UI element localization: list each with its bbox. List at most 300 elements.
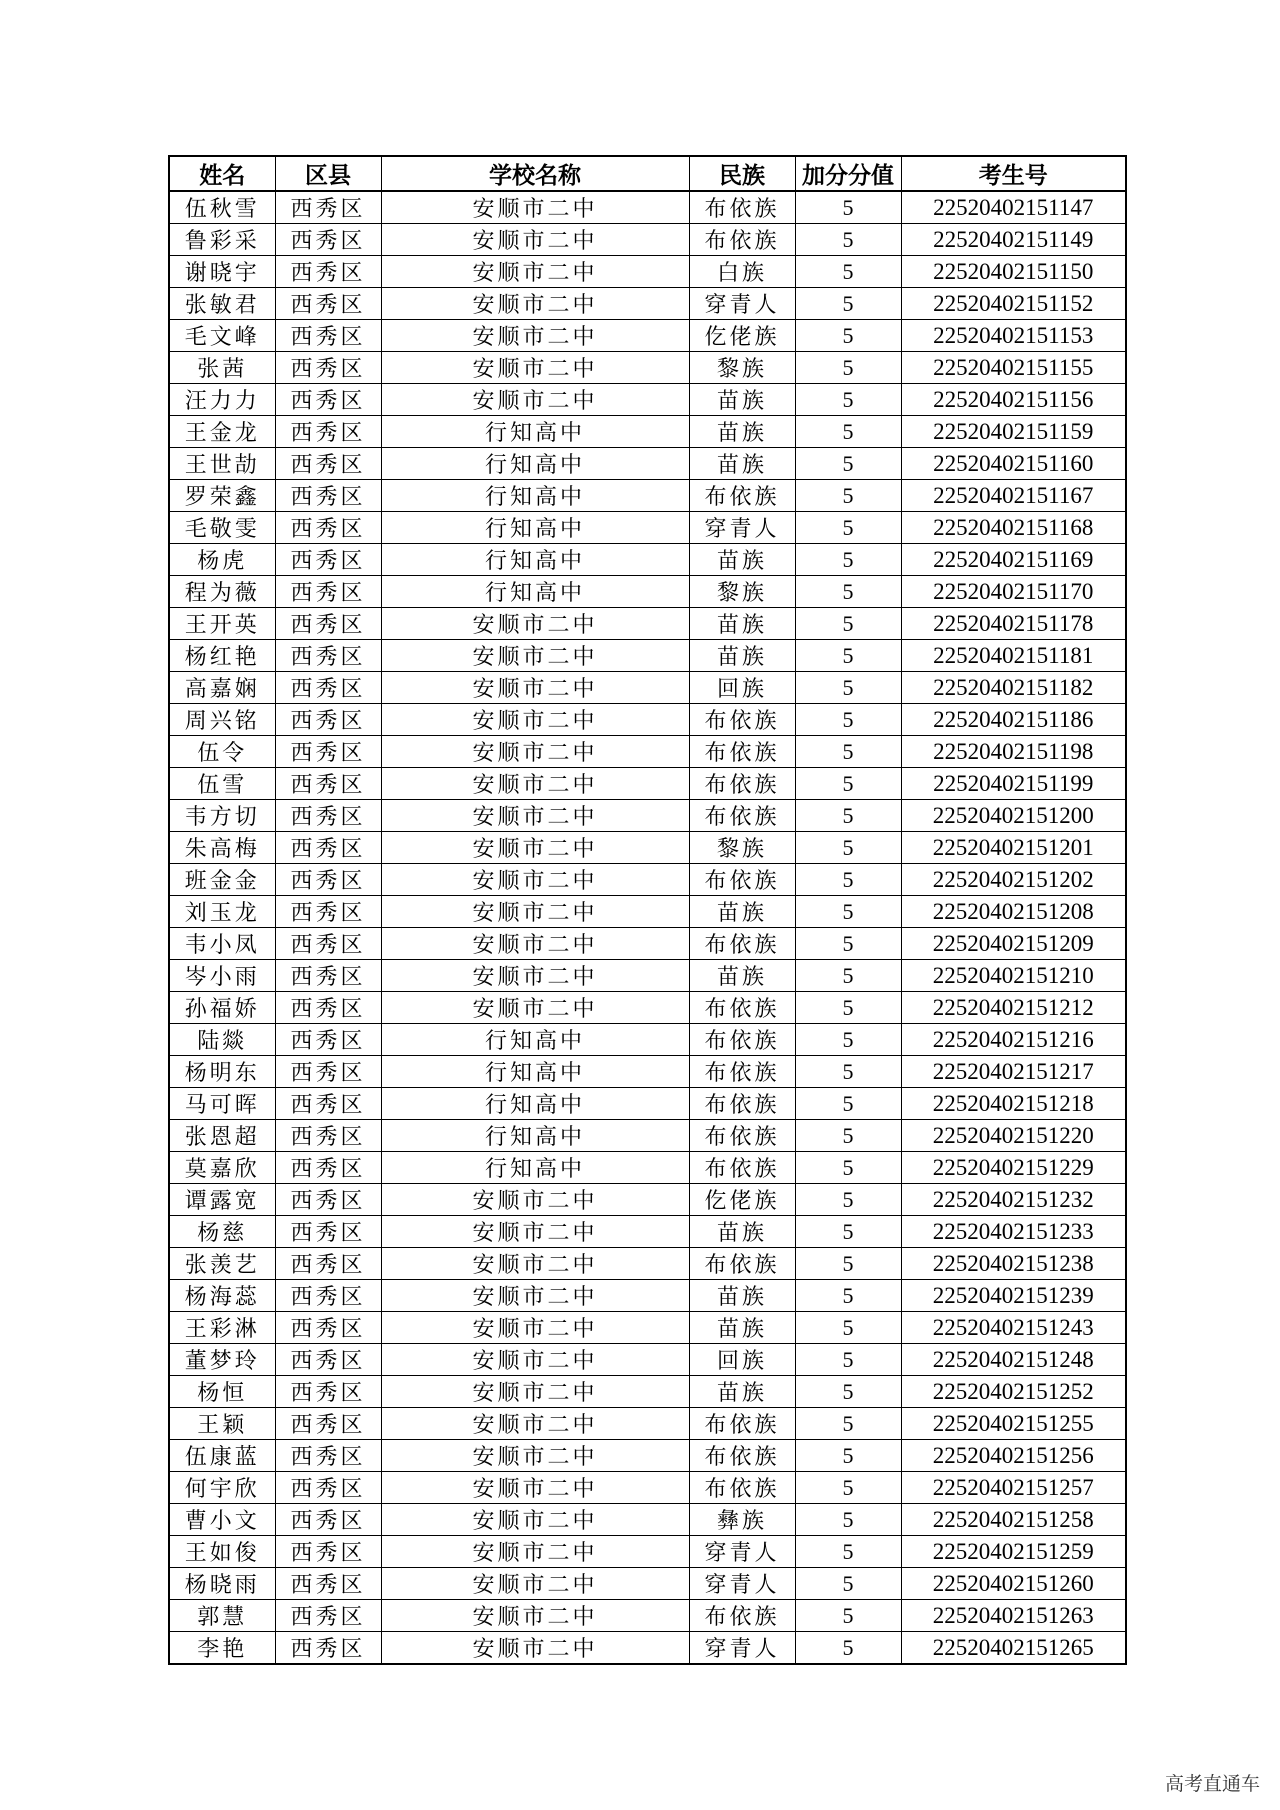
cell-bonus: 5 <box>795 800 901 832</box>
cell-school: 安顺市二中 <box>381 1376 689 1408</box>
cell-bonus: 5 <box>795 191 901 224</box>
cell-school: 安顺市二中 <box>381 288 689 320</box>
cell-exam-id: 22520402151178 <box>901 608 1126 640</box>
cell-county: 西秀区 <box>275 448 381 480</box>
cell-school: 行知高中 <box>381 1152 689 1184</box>
cell-ethnicity: 布依族 <box>689 1152 795 1184</box>
cell-name: 杨晓雨 <box>169 1568 275 1600</box>
cell-county: 西秀区 <box>275 608 381 640</box>
cell-bonus: 5 <box>795 416 901 448</box>
table-row <box>169 864 1126 896</box>
cell-name: 杨虎 <box>169 544 275 576</box>
cell-school: 安顺市二中 <box>381 1344 689 1376</box>
cell-bonus: 5 <box>795 544 901 576</box>
cell-name: 程为薇 <box>169 576 275 608</box>
table-row <box>169 1408 1126 1440</box>
cell-school: 安顺市二中 <box>381 928 689 960</box>
table-row <box>169 320 1126 352</box>
cell-ethnicity: 苗族 <box>689 384 795 416</box>
cell-school: 安顺市二中 <box>381 1280 689 1312</box>
cell-school: 安顺市二中 <box>381 992 689 1024</box>
cell-name: 谭露宽 <box>169 1184 275 1216</box>
cell-exam-id: 22520402151220 <box>901 1120 1126 1152</box>
cell-county: 西秀区 <box>275 1504 381 1536</box>
cell-school: 安顺市二中 <box>381 256 689 288</box>
cell-exam-id: 22520402151232 <box>901 1184 1126 1216</box>
cell-bonus: 5 <box>795 1120 901 1152</box>
cell-name: 朱高梅 <box>169 832 275 864</box>
cell-ethnicity: 布依族 <box>689 1440 795 1472</box>
cell-school: 行知高中 <box>381 416 689 448</box>
cell-county: 西秀区 <box>275 384 381 416</box>
cell-exam-id: 22520402151260 <box>901 1568 1126 1600</box>
table-row <box>169 1344 1126 1376</box>
cell-exam-id: 22520402151229 <box>901 1152 1126 1184</box>
cell-exam-id: 22520402151155 <box>901 352 1126 384</box>
cell-name: 王如俊 <box>169 1536 275 1568</box>
cell-bonus: 5 <box>795 704 901 736</box>
cell-ethnicity: 布依族 <box>689 864 795 896</box>
cell-name: 王世劼 <box>169 448 275 480</box>
cell-school: 行知高中 <box>381 1120 689 1152</box>
cell-exam-id: 22520402151152 <box>901 288 1126 320</box>
cell-name: 汪力力 <box>169 384 275 416</box>
cell-school: 行知高中 <box>381 576 689 608</box>
table-row <box>169 640 1126 672</box>
table-row <box>169 256 1126 288</box>
cell-name: 董梦玲 <box>169 1344 275 1376</box>
cell-name: 毛文峰 <box>169 320 275 352</box>
cell-school: 安顺市二中 <box>381 1600 689 1632</box>
table-row <box>169 1024 1126 1056</box>
cell-name: 张羡艺 <box>169 1248 275 1280</box>
table-row <box>169 896 1126 928</box>
cell-exam-id: 22520402151263 <box>901 1600 1126 1632</box>
cell-school: 安顺市二中 <box>381 1184 689 1216</box>
cell-ethnicity: 布依族 <box>689 1600 795 1632</box>
cell-bonus: 5 <box>795 1568 901 1600</box>
cell-exam-id: 22520402151218 <box>901 1088 1126 1120</box>
cell-name: 伍令 <box>169 736 275 768</box>
table-row <box>169 1056 1126 1088</box>
cell-county: 西秀区 <box>275 864 381 896</box>
cell-exam-id: 22520402151147 <box>901 191 1126 224</box>
cell-exam-id: 22520402151239 <box>901 1280 1126 1312</box>
cell-bonus: 5 <box>795 256 901 288</box>
cell-county: 西秀区 <box>275 1472 381 1504</box>
cell-name: 周兴铭 <box>169 704 275 736</box>
table-row <box>169 960 1126 992</box>
cell-county: 西秀区 <box>275 1056 381 1088</box>
cell-county: 西秀区 <box>275 992 381 1024</box>
cell-school: 安顺市二中 <box>381 1536 689 1568</box>
cell-bonus: 5 <box>795 832 901 864</box>
cell-county: 西秀区 <box>275 576 381 608</box>
cell-bonus: 5 <box>795 1504 901 1536</box>
cell-bonus: 5 <box>795 736 901 768</box>
cell-exam-id: 22520402151150 <box>901 256 1126 288</box>
cell-name: 伍雪 <box>169 768 275 800</box>
cell-county: 西秀区 <box>275 480 381 512</box>
cell-name: 鲁彩采 <box>169 224 275 256</box>
cell-school: 安顺市二中 <box>381 1440 689 1472</box>
cell-county: 西秀区 <box>275 288 381 320</box>
cell-county: 西秀区 <box>275 928 381 960</box>
cell-county: 西秀区 <box>275 1088 381 1120</box>
cell-bonus: 5 <box>795 1632 901 1665</box>
cell-county: 西秀区 <box>275 736 381 768</box>
table-row <box>169 288 1126 320</box>
cell-ethnicity: 布依族 <box>689 704 795 736</box>
cell-school: 安顺市二中 <box>381 1312 689 1344</box>
cell-ethnicity: 布依族 <box>689 1120 795 1152</box>
table-row <box>169 1088 1126 1120</box>
cell-school: 行知高中 <box>381 1088 689 1120</box>
cell-school: 行知高中 <box>381 1056 689 1088</box>
cell-ethnicity: 布依族 <box>689 191 795 224</box>
cell-ethnicity: 彝族 <box>689 1504 795 1536</box>
table-row <box>169 992 1126 1024</box>
cell-ethnicity: 仡佬族 <box>689 320 795 352</box>
cell-ethnicity: 苗族 <box>689 960 795 992</box>
table-row <box>169 480 1126 512</box>
cell-name: 高嘉娴 <box>169 672 275 704</box>
cell-name: 韦小凤 <box>169 928 275 960</box>
cell-school: 安顺市二中 <box>381 1568 689 1600</box>
cell-county: 西秀区 <box>275 1408 381 1440</box>
header-school: 学校名称 <box>381 156 689 191</box>
cell-county: 西秀区 <box>275 672 381 704</box>
cell-school: 安顺市二中 <box>381 1248 689 1280</box>
table-row <box>169 1216 1126 1248</box>
cell-school: 安顺市二中 <box>381 896 689 928</box>
cell-county: 西秀区 <box>275 1120 381 1152</box>
cell-bonus: 5 <box>795 896 901 928</box>
cell-ethnicity: 苗族 <box>689 896 795 928</box>
cell-bonus: 5 <box>795 1248 901 1280</box>
cell-ethnicity: 布依族 <box>689 736 795 768</box>
table-row <box>169 1504 1126 1536</box>
cell-bonus: 5 <box>795 1312 901 1344</box>
cell-school: 安顺市二中 <box>381 1504 689 1536</box>
cell-exam-id: 22520402151198 <box>901 736 1126 768</box>
cell-name: 李艳 <box>169 1632 275 1665</box>
table-row <box>169 1376 1126 1408</box>
cell-county: 西秀区 <box>275 704 381 736</box>
cell-ethnicity: 穿青人 <box>689 1536 795 1568</box>
watermark-text: 高考直通车 <box>1164 1773 1260 1795</box>
header-exam-id: 考生号 <box>901 156 1126 191</box>
cell-name: 何宇欣 <box>169 1472 275 1504</box>
cell-name: 张敏君 <box>169 288 275 320</box>
cell-exam-id: 22520402151181 <box>901 640 1126 672</box>
table-row <box>169 832 1126 864</box>
cell-school: 安顺市二中 <box>381 736 689 768</box>
table-row <box>169 576 1126 608</box>
cell-ethnicity: 穿青人 <box>689 512 795 544</box>
cell-ethnicity: 苗族 <box>689 1216 795 1248</box>
table-row <box>169 736 1126 768</box>
cell-county: 西秀区 <box>275 512 381 544</box>
table-row <box>169 1472 1126 1504</box>
table-row <box>169 1280 1126 1312</box>
cell-school: 行知高中 <box>381 480 689 512</box>
cell-bonus: 5 <box>795 448 901 480</box>
table-row <box>169 191 1126 224</box>
table-row <box>169 512 1126 544</box>
cell-school: 安顺市二中 <box>381 352 689 384</box>
table-row <box>169 928 1126 960</box>
cell-school: 安顺市二中 <box>381 800 689 832</box>
cell-school: 安顺市二中 <box>381 1472 689 1504</box>
cell-ethnicity: 黎族 <box>689 832 795 864</box>
cell-bonus: 5 <box>795 864 901 896</box>
cell-exam-id: 22520402151233 <box>901 1216 1126 1248</box>
cell-school: 安顺市二中 <box>381 1632 689 1665</box>
cell-bonus: 5 <box>795 960 901 992</box>
cell-name: 伍秋雪 <box>169 191 275 224</box>
cell-bonus: 5 <box>795 992 901 1024</box>
table-body <box>169 191 1126 1664</box>
table-row <box>169 1568 1126 1600</box>
cell-exam-id: 22520402151259 <box>901 1536 1126 1568</box>
cell-name: 孙福娇 <box>169 992 275 1024</box>
cell-exam-id: 22520402151209 <box>901 928 1126 960</box>
table-row <box>169 1600 1126 1632</box>
cell-name: 王开英 <box>169 608 275 640</box>
cell-county: 西秀区 <box>275 224 381 256</box>
cell-ethnicity: 布依族 <box>689 928 795 960</box>
cell-bonus: 5 <box>795 320 901 352</box>
cell-bonus: 5 <box>795 512 901 544</box>
cell-bonus: 5 <box>795 672 901 704</box>
table-row <box>169 1184 1126 1216</box>
table-row <box>169 1152 1126 1184</box>
table-row <box>169 384 1126 416</box>
table-row <box>169 800 1126 832</box>
cell-exam-id: 22520402151186 <box>901 704 1126 736</box>
cell-bonus: 5 <box>795 1408 901 1440</box>
cell-ethnicity: 回族 <box>689 672 795 704</box>
cell-county: 西秀区 <box>275 1024 381 1056</box>
cell-county: 西秀区 <box>275 1248 381 1280</box>
cell-county: 西秀区 <box>275 1440 381 1472</box>
cell-ethnicity: 布依族 <box>689 480 795 512</box>
cell-exam-id: 22520402151238 <box>901 1248 1126 1280</box>
cell-school: 安顺市二中 <box>381 640 689 672</box>
cell-ethnicity: 布依族 <box>689 800 795 832</box>
cell-bonus: 5 <box>795 1088 901 1120</box>
cell-bonus: 5 <box>795 1184 901 1216</box>
cell-bonus: 5 <box>795 384 901 416</box>
cell-bonus: 5 <box>795 480 901 512</box>
table-row <box>169 1248 1126 1280</box>
cell-ethnicity: 仡佬族 <box>689 1184 795 1216</box>
cell-exam-id: 22520402151256 <box>901 1440 1126 1472</box>
table-header-row <box>169 156 1126 191</box>
cell-exam-id: 22520402151257 <box>901 1472 1126 1504</box>
cell-county: 西秀区 <box>275 1632 381 1665</box>
table-row <box>169 352 1126 384</box>
cell-county: 西秀区 <box>275 1600 381 1632</box>
cell-school: 安顺市二中 <box>381 384 689 416</box>
cell-exam-id: 22520402151168 <box>901 512 1126 544</box>
cell-ethnicity: 布依族 <box>689 1408 795 1440</box>
cell-bonus: 5 <box>795 1536 901 1568</box>
table-row <box>169 1632 1126 1665</box>
cell-county: 西秀区 <box>275 320 381 352</box>
cell-name: 杨明东 <box>169 1056 275 1088</box>
cell-county: 西秀区 <box>275 800 381 832</box>
cell-ethnicity: 布依族 <box>689 768 795 800</box>
cell-school: 安顺市二中 <box>381 320 689 352</box>
cell-school: 安顺市二中 <box>381 672 689 704</box>
cell-ethnicity: 穿青人 <box>689 1632 795 1665</box>
cell-school: 安顺市二中 <box>381 768 689 800</box>
cell-name: 马可晖 <box>169 1088 275 1120</box>
cell-county: 西秀区 <box>275 960 381 992</box>
table-row <box>169 768 1126 800</box>
cell-exam-id: 22520402151243 <box>901 1312 1126 1344</box>
cell-ethnicity: 穿青人 <box>689 288 795 320</box>
cell-county: 西秀区 <box>275 640 381 672</box>
cell-county: 西秀区 <box>275 352 381 384</box>
cell-name: 曹小文 <box>169 1504 275 1536</box>
cell-exam-id: 22520402151258 <box>901 1504 1126 1536</box>
cell-name: 杨慈 <box>169 1216 275 1248</box>
cell-exam-id: 22520402151153 <box>901 320 1126 352</box>
cell-exam-id: 22520402151255 <box>901 1408 1126 1440</box>
table-row <box>169 672 1126 704</box>
cell-bonus: 5 <box>795 1024 901 1056</box>
cell-bonus: 5 <box>795 1376 901 1408</box>
cell-bonus: 5 <box>795 576 901 608</box>
cell-name: 莫嘉欣 <box>169 1152 275 1184</box>
cell-exam-id: 22520402151182 <box>901 672 1126 704</box>
cell-county: 西秀区 <box>275 1312 381 1344</box>
cell-exam-id: 22520402151248 <box>901 1344 1126 1376</box>
cell-exam-id: 22520402151169 <box>901 544 1126 576</box>
cell-name: 杨恒 <box>169 1376 275 1408</box>
cell-county: 西秀区 <box>275 1376 381 1408</box>
cell-school: 安顺市二中 <box>381 1216 689 1248</box>
cell-school: 安顺市二中 <box>381 832 689 864</box>
cell-school: 安顺市二中 <box>381 191 689 224</box>
cell-school: 安顺市二中 <box>381 960 689 992</box>
cell-bonus: 5 <box>795 768 901 800</box>
cell-exam-id: 22520402151212 <box>901 992 1126 1024</box>
cell-school: 行知高中 <box>381 448 689 480</box>
cell-name: 郭慧 <box>169 1600 275 1632</box>
cell-name: 张茜 <box>169 352 275 384</box>
cell-name: 班金金 <box>169 864 275 896</box>
cell-ethnicity: 苗族 <box>689 1312 795 1344</box>
cell-exam-id: 22520402151210 <box>901 960 1126 992</box>
cell-school: 安顺市二中 <box>381 704 689 736</box>
cell-bonus: 5 <box>795 1440 901 1472</box>
table-row <box>169 1120 1126 1152</box>
table-row <box>169 1536 1126 1568</box>
cell-ethnicity: 苗族 <box>689 640 795 672</box>
cell-county: 西秀区 <box>275 1536 381 1568</box>
cell-ethnicity: 布依族 <box>689 992 795 1024</box>
table-row <box>169 224 1126 256</box>
cell-bonus: 5 <box>795 640 901 672</box>
table-row <box>169 416 1126 448</box>
cell-school: 行知高中 <box>381 512 689 544</box>
cell-exam-id: 22520402151208 <box>901 896 1126 928</box>
cell-bonus: 5 <box>795 928 901 960</box>
cell-name: 杨红艳 <box>169 640 275 672</box>
cell-exam-id: 22520402151159 <box>901 416 1126 448</box>
cell-school: 安顺市二中 <box>381 864 689 896</box>
cell-exam-id: 22520402151252 <box>901 1376 1126 1408</box>
table-row <box>169 1312 1126 1344</box>
table-row <box>169 1440 1126 1472</box>
cell-ethnicity: 苗族 <box>689 1376 795 1408</box>
cell-exam-id: 22520402151160 <box>901 448 1126 480</box>
cell-name: 罗荣鑫 <box>169 480 275 512</box>
cell-bonus: 5 <box>795 1216 901 1248</box>
cell-ethnicity: 穿青人 <box>689 1568 795 1600</box>
cell-name: 毛敬雯 <box>169 512 275 544</box>
cell-name: 韦方切 <box>169 800 275 832</box>
cell-exam-id: 22520402151265 <box>901 1632 1126 1665</box>
cell-name: 岑小雨 <box>169 960 275 992</box>
cell-exam-id: 22520402151199 <box>901 768 1126 800</box>
cell-school: 安顺市二中 <box>381 608 689 640</box>
cell-exam-id: 22520402151202 <box>901 864 1126 896</box>
header-name: 姓名 <box>169 156 275 191</box>
table-row <box>169 608 1126 640</box>
cell-county: 西秀区 <box>275 416 381 448</box>
cell-school: 行知高中 <box>381 1024 689 1056</box>
cell-bonus: 5 <box>795 1472 901 1504</box>
table-row <box>169 704 1126 736</box>
header-county: 区县 <box>275 156 381 191</box>
cell-name: 张恩超 <box>169 1120 275 1152</box>
cell-county: 西秀区 <box>275 896 381 928</box>
cell-county: 西秀区 <box>275 768 381 800</box>
cell-bonus: 5 <box>795 288 901 320</box>
cell-exam-id: 22520402151217 <box>901 1056 1126 1088</box>
cell-name: 伍康蓝 <box>169 1440 275 1472</box>
cell-name: 王彩淋 <box>169 1312 275 1344</box>
cell-ethnicity: 布依族 <box>689 1248 795 1280</box>
cell-county: 西秀区 <box>275 832 381 864</box>
cell-exam-id: 22520402151216 <box>901 1024 1126 1056</box>
bonus-points-table <box>168 155 1127 1665</box>
cell-ethnicity: 布依族 <box>689 224 795 256</box>
cell-name: 陆燚 <box>169 1024 275 1056</box>
cell-county: 西秀区 <box>275 1152 381 1184</box>
cell-bonus: 5 <box>795 1600 901 1632</box>
cell-ethnicity: 苗族 <box>689 1280 795 1312</box>
cell-bonus: 5 <box>795 1056 901 1088</box>
cell-ethnicity: 布依族 <box>689 1088 795 1120</box>
cell-ethnicity: 黎族 <box>689 576 795 608</box>
cell-ethnicity: 苗族 <box>689 544 795 576</box>
cell-ethnicity: 苗族 <box>689 448 795 480</box>
cell-county: 西秀区 <box>275 1568 381 1600</box>
cell-exam-id: 22520402151201 <box>901 832 1126 864</box>
cell-county: 西秀区 <box>275 256 381 288</box>
cell-exam-id: 22520402151156 <box>901 384 1126 416</box>
cell-bonus: 5 <box>795 608 901 640</box>
cell-ethnicity: 黎族 <box>689 352 795 384</box>
cell-school: 安顺市二中 <box>381 1408 689 1440</box>
header-bonus: 加分分值 <box>795 156 901 191</box>
